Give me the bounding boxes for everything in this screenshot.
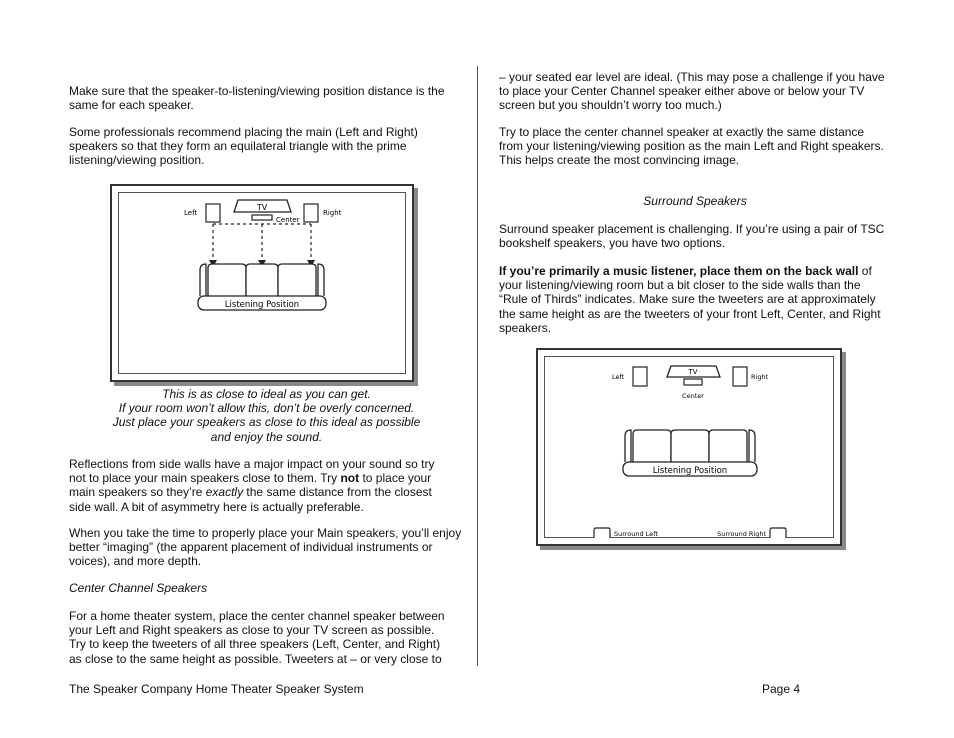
right-paragraph-surround-intro: Surround speaker placement is challenging. If you’re using a pair of TSC bookshelf speakers, you have two options.: [499, 222, 885, 251]
figure-surround-placement: [536, 348, 842, 546]
right-paragraph-center-distance: Try to place the center channel speaker at exactly the same distance from your listening/viewing position as the main Left and Right speakers. This helps create the most convincing image.: [499, 125, 884, 168]
reflections-text-b: to place your main speakers so they’re: [69, 471, 432, 500]
column-divider: [477, 66, 478, 666]
diagram-ideal-placement: [112, 186, 412, 380]
footer-page-number: Page 4: [762, 682, 801, 696]
figure-caption: [69, 387, 464, 444]
right-paragraph-music-listener: [499, 264, 891, 335]
music-listener-bold: If you’re primarily a music listener, place them on the back wall: [499, 264, 859, 278]
left-speaker-shape: [206, 204, 220, 222]
caption-line-3: Just place your speakers as close to this ideal as possible: [112, 415, 421, 430]
left-paragraph-center-channel: For a home theater system, place the center channel speaker between your Left and Right speakers as close to your TV screen as possible. Try to keep the tweeters of all three speakers (Left, Center, and Right) as close to the same height as possible. Tweeters at – or very close to: [69, 609, 445, 666]
right-speaker-shape: [304, 204, 318, 222]
left-paragraph-distance: Make sure that the speaker-to-listening/viewing position distance is the same for each speaker.: [69, 84, 445, 113]
right-speaker-label-2: Right: [751, 373, 769, 381]
center-label: Center: [276, 216, 300, 224]
sound-path-lines: [213, 224, 311, 262]
left-speaker-label: Left: [184, 209, 198, 217]
diagram-surround-placement: [538, 350, 840, 544]
left-paragraph-imaging: When you take the time to properly place your Main speakers, you’ll enjoy better “imaging” (the apparent placement of individual instruments or voices), and more depth.: [69, 526, 462, 569]
surround-left-label: Surround Left: [614, 530, 658, 538]
center-speaker-shape-2: [684, 379, 702, 385]
heading-surround: Surround Speakers: [643, 194, 747, 208]
footer-title: The Speaker Company Home Theater Speaker System: [69, 682, 364, 696]
listening-position-label-2: Listening Position: [652, 466, 728, 476]
surround-right-label: Surround Right: [717, 530, 766, 538]
center-label-2: Center: [682, 392, 704, 400]
right-paragraph-ear-level: – your seated ear level are ideal. (This may pose a challenge if you have to place your Center Channel speaker either above or below your TV screen but you shouldn’t worry too much.): [499, 70, 885, 113]
left-paragraph-reflections: [69, 457, 449, 514]
tv-label-2: TV: [688, 368, 698, 376]
right-speaker-shape-2: [733, 367, 747, 386]
reflections-bold: not: [340, 471, 360, 486]
tv-label: TV: [256, 203, 268, 212]
surround-left-speaker-shape: [594, 528, 610, 538]
reflections-text-c: the same distance from the closest side wall. A bit of asymmetry here is actually preferable.: [69, 485, 432, 514]
left-paragraph-triangle: Some professionals recommend placing the main (Left and Right) speakers so that they form an equilateral triangle with the prime listening/viewing position.: [69, 125, 418, 168]
listening-position-label: Listening Position: [224, 300, 300, 310]
center-speaker-shape: [252, 215, 272, 220]
surround-right-speaker-shape: [770, 528, 786, 538]
heading-center-channel: Center Channel Speakers: [69, 581, 208, 595]
caption-line-2: If your room won’t allow this, don’t be overly concerned.: [118, 401, 415, 416]
caption-line-4: and enjoy the sound.: [210, 429, 323, 444]
figure-ideal-placement: [110, 184, 414, 382]
music-listener-rest: of your listening/viewing room but a bit closer to the side walls than the “Rule of Thirds” indicates. Make sure the tweeters are at approximately the same height as are the tweeters of your front Left, Center, and Right speakers.: [499, 264, 881, 335]
reflections-italic: exactly: [205, 485, 244, 500]
left-speaker-shape-2: [633, 367, 647, 386]
caption-line-1: This is as close to ideal as you can get.: [162, 387, 371, 401]
reflections-text-a: Reflections from side walls have a major impact on your sound so try not to place your main speakers close to them. Try: [69, 457, 435, 486]
right-speaker-label: Right: [323, 209, 342, 217]
left-speaker-label-2: Left: [612, 373, 625, 381]
